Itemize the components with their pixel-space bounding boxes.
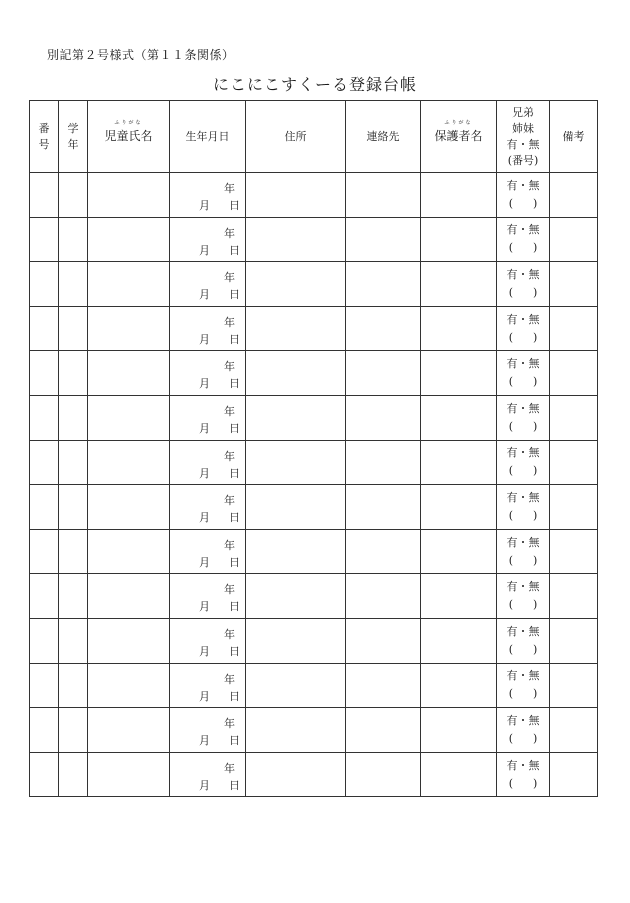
siblings-cell[interactable] bbox=[497, 752, 550, 797]
day-label: 日 bbox=[229, 377, 240, 391]
header-number: 番 号 bbox=[30, 101, 59, 173]
siblings-cell[interactable] bbox=[497, 217, 550, 262]
register-row bbox=[30, 395, 598, 440]
year-label: 年 bbox=[224, 627, 235, 641]
year-label: 年 bbox=[224, 761, 235, 775]
month-label: 月 bbox=[199, 332, 210, 346]
address-cell[interactable] bbox=[246, 752, 346, 797]
day-label: 日 bbox=[229, 332, 240, 346]
guardian-name-cell[interactable] bbox=[421, 529, 497, 574]
header-guardian-name: ふりがな 保護者名 bbox=[421, 101, 497, 173]
number-cell[interactable] bbox=[30, 663, 59, 708]
siblings-cell[interactable] bbox=[497, 173, 550, 218]
guardian-name-cell[interactable] bbox=[421, 173, 497, 218]
birth-date-cell[interactable] bbox=[170, 173, 246, 218]
grade-cell[interactable] bbox=[59, 217, 88, 262]
guardian-name-cell[interactable] bbox=[421, 440, 497, 485]
month-label: 月 bbox=[199, 288, 210, 302]
address-cell[interactable] bbox=[246, 217, 346, 262]
siblings-number-paren: ( ) bbox=[508, 419, 538, 433]
header-grade: 学 年 bbox=[59, 101, 88, 173]
day-label: 日 bbox=[229, 243, 240, 257]
day-label: 日 bbox=[229, 778, 240, 792]
siblings-number-paren: ( ) bbox=[508, 553, 538, 567]
birth-date-cell[interactable] bbox=[170, 262, 246, 307]
number-cell[interactable] bbox=[30, 618, 59, 663]
siblings-choice: 有・無 bbox=[506, 580, 540, 594]
siblings-cell[interactable] bbox=[497, 395, 550, 440]
day-label: 日 bbox=[229, 466, 240, 480]
child-name-cell[interactable] bbox=[88, 663, 170, 708]
siblings-cell[interactable] bbox=[497, 618, 550, 663]
child-name-cell[interactable] bbox=[88, 262, 170, 307]
child-name-cell[interactable] bbox=[88, 351, 170, 396]
form-reference: 別記第２号様式（第１１条関係） bbox=[47, 48, 235, 62]
register-row bbox=[30, 306, 598, 351]
birth-date-cell[interactable] bbox=[170, 529, 246, 574]
birth-date-cell[interactable] bbox=[170, 708, 246, 753]
year-label: 年 bbox=[224, 717, 235, 731]
siblings-cell[interactable] bbox=[497, 485, 550, 530]
guardian-name-cell[interactable] bbox=[421, 752, 497, 797]
guardian-name-cell[interactable] bbox=[421, 395, 497, 440]
contact-cell[interactable] bbox=[346, 306, 421, 351]
siblings-cell[interactable] bbox=[497, 351, 550, 396]
header-birth-date: 生年月日 bbox=[170, 101, 246, 173]
address-cell[interactable] bbox=[246, 663, 346, 708]
siblings-number-paren: ( ) bbox=[508, 731, 538, 745]
birth-date-cell[interactable] bbox=[170, 618, 246, 663]
remarks-cell[interactable] bbox=[550, 574, 598, 619]
year-label: 年 bbox=[224, 315, 235, 329]
register-row bbox=[30, 618, 598, 663]
guardian-name-cell[interactable] bbox=[421, 306, 497, 351]
guardian-name-cell[interactable] bbox=[421, 351, 497, 396]
register-row bbox=[30, 217, 598, 262]
day-label: 日 bbox=[229, 734, 240, 748]
guardian-name-cell[interactable] bbox=[421, 708, 497, 753]
remarks-cell[interactable] bbox=[550, 708, 598, 753]
address-cell[interactable] bbox=[246, 173, 346, 218]
address-cell[interactable] bbox=[246, 306, 346, 351]
contact-cell[interactable] bbox=[346, 574, 421, 619]
siblings-choice: 有・無 bbox=[506, 178, 540, 192]
child-name-cell[interactable] bbox=[88, 752, 170, 797]
grade-cell[interactable] bbox=[59, 485, 88, 530]
day-label: 日 bbox=[229, 288, 240, 302]
siblings-number-paren: ( ) bbox=[508, 196, 538, 210]
register-body bbox=[30, 173, 598, 797]
address-cell[interactable] bbox=[246, 351, 346, 396]
guardian-name-furigana: ふりがな bbox=[444, 120, 473, 126]
grade-cell[interactable] bbox=[59, 618, 88, 663]
siblings-number-paren: ( ) bbox=[508, 330, 538, 344]
birth-date-cell[interactable] bbox=[170, 663, 246, 708]
address-cell[interactable] bbox=[246, 485, 346, 530]
siblings-number-paren: ( ) bbox=[508, 508, 538, 522]
number-cell[interactable] bbox=[30, 173, 59, 218]
guardian-name-cell[interactable] bbox=[421, 485, 497, 530]
month-label: 月 bbox=[199, 243, 210, 257]
contact-cell[interactable] bbox=[346, 529, 421, 574]
day-label: 日 bbox=[229, 689, 240, 703]
child-name-cell[interactable] bbox=[88, 574, 170, 619]
remarks-cell[interactable] bbox=[550, 752, 598, 797]
birth-date-cell[interactable] bbox=[170, 217, 246, 262]
contact-cell[interactable] bbox=[346, 351, 421, 396]
day-label: 日 bbox=[229, 199, 240, 212]
header-contact: 連絡先 bbox=[346, 101, 421, 173]
remarks-cell[interactable] bbox=[550, 351, 598, 396]
grade-cell[interactable] bbox=[59, 440, 88, 485]
year-label: 年 bbox=[224, 583, 235, 597]
year-label: 年 bbox=[224, 182, 235, 195]
register-row bbox=[30, 529, 598, 574]
siblings-number-paren: ( ) bbox=[508, 776, 538, 790]
header-child-name: ふりがな 児童氏名 bbox=[88, 101, 170, 173]
grade-cell[interactable] bbox=[59, 351, 88, 396]
remarks-cell[interactable] bbox=[550, 395, 598, 440]
contact-cell[interactable] bbox=[346, 262, 421, 307]
siblings-cell[interactable] bbox=[497, 708, 550, 753]
number-cell[interactable] bbox=[30, 306, 59, 351]
number-cell[interactable] bbox=[30, 529, 59, 574]
number-cell[interactable] bbox=[30, 574, 59, 619]
siblings-number-paren: ( ) bbox=[508, 687, 538, 701]
siblings-choice: 有・無 bbox=[506, 401, 540, 415]
guardian-name-cell[interactable] bbox=[421, 262, 497, 307]
day-label: 日 bbox=[229, 421, 240, 435]
child-name-furigana: ふりがな bbox=[114, 120, 143, 126]
siblings-cell[interactable] bbox=[497, 574, 550, 619]
remarks-cell[interactable] bbox=[550, 618, 598, 663]
remarks-cell[interactable] bbox=[550, 485, 598, 530]
address-cell[interactable] bbox=[246, 618, 346, 663]
remarks-cell[interactable] bbox=[550, 173, 598, 218]
contact-cell[interactable] bbox=[346, 708, 421, 753]
birth-date-cell[interactable] bbox=[170, 574, 246, 619]
siblings-number-paren: ( ) bbox=[508, 642, 538, 656]
siblings-cell[interactable] bbox=[497, 306, 550, 351]
register-row bbox=[30, 663, 598, 708]
child-name-cell[interactable] bbox=[88, 395, 170, 440]
birth-date-cell[interactable] bbox=[170, 351, 246, 396]
header-remarks: 備考 bbox=[550, 101, 598, 173]
address-cell[interactable] bbox=[246, 529, 346, 574]
month-label: 月 bbox=[199, 689, 210, 703]
siblings-number-paren: ( ) bbox=[508, 241, 538, 255]
month-label: 月 bbox=[199, 644, 210, 658]
contact-cell[interactable] bbox=[346, 395, 421, 440]
month-label: 月 bbox=[199, 511, 210, 525]
child-name-cell[interactable] bbox=[88, 618, 170, 663]
register-row bbox=[30, 262, 598, 307]
child-name-cell[interactable] bbox=[88, 485, 170, 530]
guardian-name-cell[interactable] bbox=[421, 663, 497, 708]
year-label: 年 bbox=[224, 271, 235, 285]
grade-cell[interactable] bbox=[59, 395, 88, 440]
birth-date-cell[interactable] bbox=[170, 752, 246, 797]
month-label: 月 bbox=[199, 199, 210, 212]
register-row bbox=[30, 485, 598, 530]
day-label: 日 bbox=[229, 511, 240, 525]
document-title: にこにこすくーる登録台帳 bbox=[212, 75, 417, 94]
remarks-cell[interactable] bbox=[550, 663, 598, 708]
contact-cell[interactable] bbox=[346, 752, 421, 797]
child-name-cell[interactable] bbox=[88, 306, 170, 351]
year-label: 年 bbox=[224, 538, 235, 552]
contact-cell[interactable] bbox=[346, 485, 421, 530]
registration-table bbox=[29, 100, 598, 797]
siblings-choice: 有・無 bbox=[506, 490, 540, 504]
number-cell[interactable] bbox=[30, 485, 59, 530]
siblings-choice: 有・無 bbox=[506, 535, 540, 549]
year-label: 年 bbox=[224, 672, 235, 686]
siblings-cell[interactable] bbox=[497, 262, 550, 307]
year-label: 年 bbox=[224, 494, 235, 508]
contact-cell[interactable] bbox=[346, 217, 421, 262]
header-address: 住所 bbox=[246, 101, 346, 173]
number-cell[interactable] bbox=[30, 440, 59, 485]
contact-cell[interactable] bbox=[346, 440, 421, 485]
siblings-number-paren: ( ) bbox=[508, 375, 538, 389]
grade-cell[interactable] bbox=[59, 574, 88, 619]
address-cell[interactable] bbox=[246, 262, 346, 307]
siblings-choice: 有・無 bbox=[506, 758, 540, 772]
grade-cell[interactable] bbox=[59, 262, 88, 307]
child-name-cell[interactable] bbox=[88, 529, 170, 574]
siblings-choice: 有・無 bbox=[506, 357, 540, 371]
guardian-name-cell[interactable] bbox=[421, 574, 497, 619]
siblings-number-paren: ( ) bbox=[508, 464, 538, 478]
number-cell[interactable] bbox=[30, 708, 59, 753]
guardian-name-cell[interactable] bbox=[421, 618, 497, 663]
birth-date-cell[interactable] bbox=[170, 485, 246, 530]
siblings-choice: 有・無 bbox=[506, 669, 540, 683]
number-cell[interactable] bbox=[30, 217, 59, 262]
day-label: 日 bbox=[229, 555, 240, 569]
register-row bbox=[30, 752, 598, 797]
siblings-number-paren: ( ) bbox=[508, 598, 538, 612]
child-name-cell[interactable] bbox=[88, 173, 170, 218]
child-name-cell[interactable] bbox=[88, 440, 170, 485]
grade-cell[interactable] bbox=[59, 752, 88, 797]
address-cell[interactable] bbox=[246, 708, 346, 753]
remarks-cell[interactable] bbox=[550, 262, 598, 307]
contact-cell[interactable] bbox=[346, 618, 421, 663]
siblings-choice: 有・無 bbox=[506, 267, 540, 281]
month-label: 月 bbox=[199, 421, 210, 435]
year-label: 年 bbox=[224, 226, 235, 240]
remarks-cell[interactable] bbox=[550, 217, 598, 262]
grade-cell[interactable] bbox=[59, 663, 88, 708]
birth-date-cell[interactable] bbox=[170, 395, 246, 440]
month-label: 月 bbox=[199, 377, 210, 391]
year-label: 年 bbox=[224, 360, 235, 374]
number-cell[interactable] bbox=[30, 262, 59, 307]
siblings-cell[interactable] bbox=[497, 529, 550, 574]
month-label: 月 bbox=[199, 734, 210, 748]
contact-cell[interactable] bbox=[346, 663, 421, 708]
siblings-choice: 有・無 bbox=[506, 624, 540, 638]
contact-cell[interactable] bbox=[346, 173, 421, 218]
siblings-choice: 有・無 bbox=[506, 713, 540, 727]
year-label: 年 bbox=[224, 449, 235, 463]
month-label: 月 bbox=[199, 555, 210, 569]
grade-cell[interactable] bbox=[59, 306, 88, 351]
grade-cell[interactable] bbox=[59, 173, 88, 218]
grade-cell[interactable] bbox=[59, 708, 88, 753]
address-cell[interactable] bbox=[246, 574, 346, 619]
number-cell[interactable] bbox=[30, 395, 59, 440]
header-row bbox=[30, 101, 598, 173]
grade-cell[interactable] bbox=[59, 529, 88, 574]
birth-date-cell[interactable] bbox=[170, 440, 246, 485]
siblings-choice: 有・無 bbox=[506, 223, 540, 237]
remarks-cell[interactable] bbox=[550, 306, 598, 351]
siblings-cell[interactable] bbox=[497, 663, 550, 708]
register-row bbox=[30, 440, 598, 485]
siblings-number-paren: ( ) bbox=[508, 285, 538, 299]
remarks-cell[interactable] bbox=[550, 440, 598, 485]
register-row bbox=[30, 574, 598, 619]
month-label: 月 bbox=[199, 466, 210, 480]
address-cell[interactable] bbox=[246, 395, 346, 440]
birth-date-cell[interactable] bbox=[170, 306, 246, 351]
day-label: 日 bbox=[229, 644, 240, 658]
month-label: 月 bbox=[199, 778, 210, 792]
remarks-cell[interactable] bbox=[550, 529, 598, 574]
month-label: 月 bbox=[199, 600, 210, 614]
address-cell[interactable] bbox=[246, 440, 346, 485]
guardian-name-cell[interactable] bbox=[421, 217, 497, 262]
siblings-cell[interactable] bbox=[497, 440, 550, 485]
child-name-cell[interactable] bbox=[88, 708, 170, 753]
register-row bbox=[30, 173, 598, 218]
header-siblings: 兄弟 姉妹 有・無 (番号) bbox=[497, 101, 550, 173]
register-row bbox=[30, 708, 598, 753]
register-row bbox=[30, 351, 598, 396]
day-label: 日 bbox=[229, 600, 240, 614]
number-cell[interactable] bbox=[30, 752, 59, 797]
siblings-choice: 有・無 bbox=[506, 312, 540, 326]
siblings-choice: 有・無 bbox=[506, 446, 540, 460]
number-cell[interactable] bbox=[30, 351, 59, 396]
year-label: 年 bbox=[224, 404, 235, 418]
child-name-cell[interactable] bbox=[88, 217, 170, 262]
